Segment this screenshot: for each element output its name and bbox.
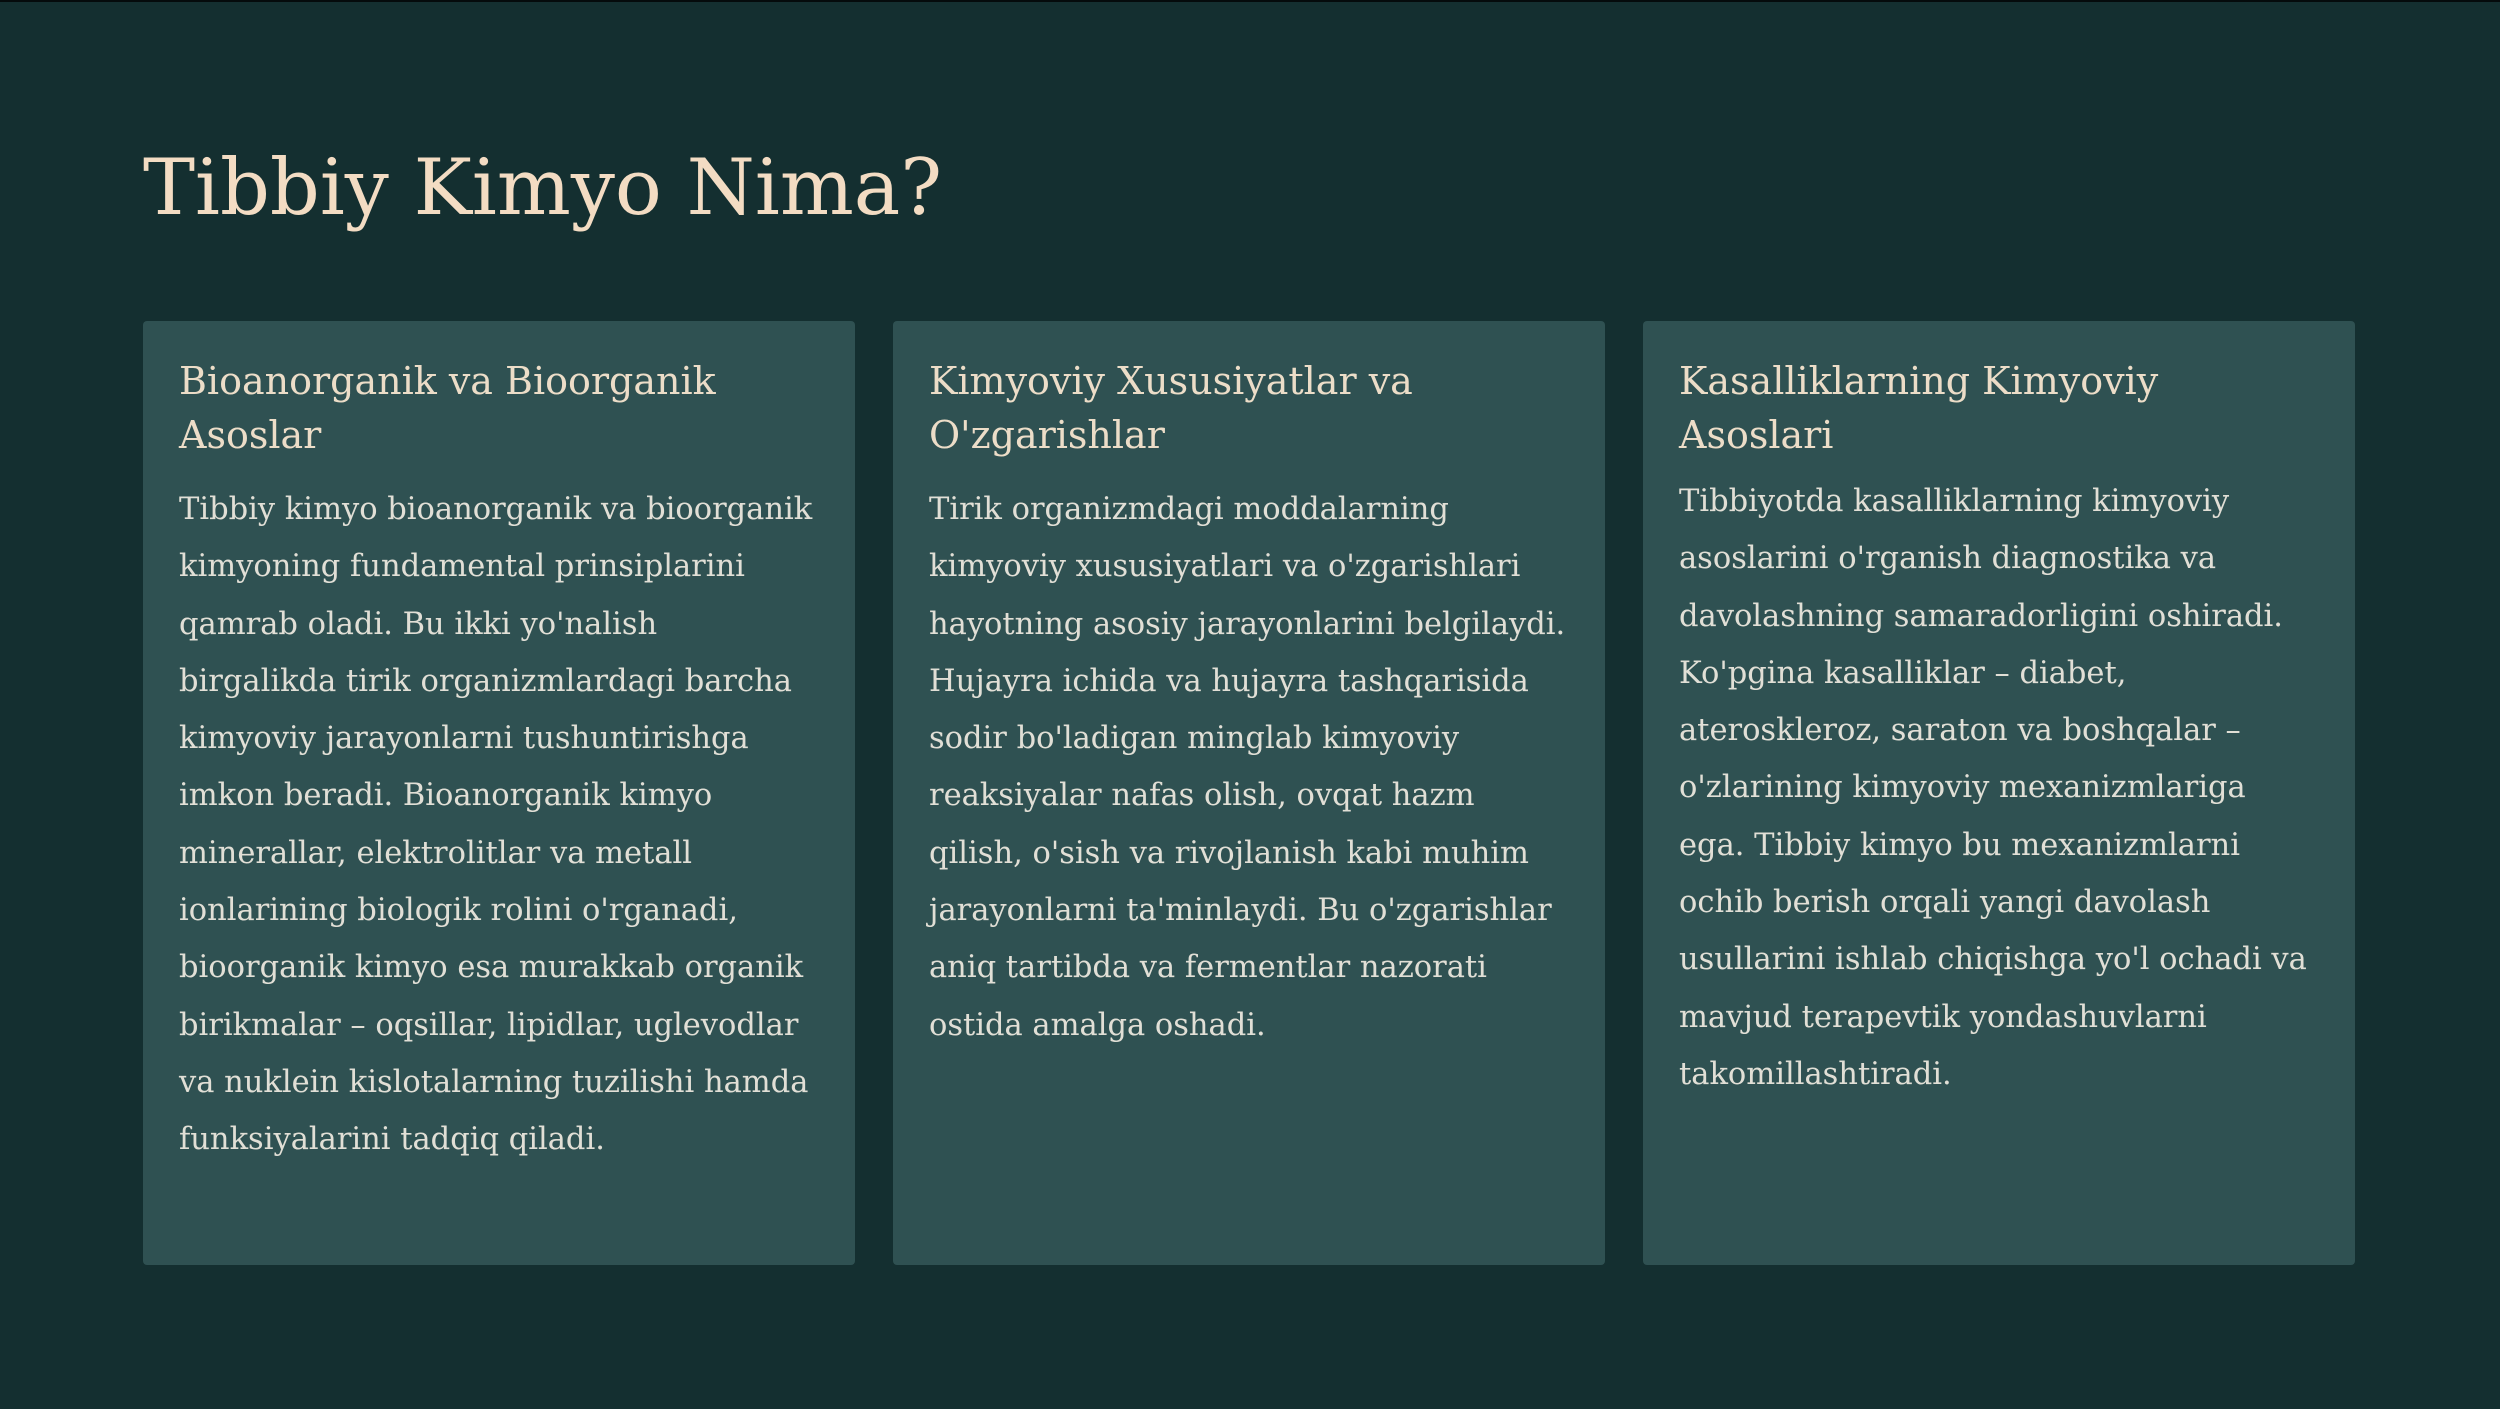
top-border-line [0, 0, 2500, 2]
card-bioanorganik [143, 321, 855, 1265]
card-kasalliklar [1643, 321, 2355, 1265]
slide-title: Tibbiy Kimyo Nima? [143, 143, 943, 233]
card-body-text: Tirik organizmdagi moddalarning kimyoviy xususiyatlari va o'zgarishlari hayotning asosiy jarayonlarini belgilaydi. Hujayra ichida va hujayra tashqarisida sodir bo'ladigan minglab kimyoviy reaksiyalar nafas olish, ovqat hazm qilish, o'sish va rivojlanish kabi muhim jarayonlarni ta'minlaydi. Bu o'zgarishlar aniq tartibda va fermentlar nazorati ostida amalga oshadi. [929, 492, 1566, 1043]
card-title: Bioanorganik va Bioorganik Asoslar [179, 359, 716, 457]
card-body-text: Tibbiyotda kasalliklarning kimyoviy asoslarini o'rganish diagnostika va davolashning samaradorligini oshiradi. Ko'pgina kasalliklar – diabet, ateroskleroz, saraton va boshqalar – o'zlarining kimyoviy mexanizmlariga ega. Tibbiy kimyo bu mexanizmlarni ochib berish orqali yangi davolash usullarini ishlab chiqishga yo'l ochadi va mavjud terapevtik yondashuvlarni takomillashtiradi. [1679, 484, 2307, 1092]
card-title: Kimyoviy Xususiyatlar va O'zgarishlar [929, 359, 1413, 457]
card-kimyoviy-xususiyatlar [893, 321, 1605, 1265]
card-body-text: Tibbiy kimyo bioanorganik va bioorganik kimyoning fundamental prinsiplarini qamrab oladi. Bu ikki yo'nalish birgalikda tirik organizmlardagi barcha kimyoviy jarayonlarni tushuntirishga imkon beradi. Bioanorganik kimyo minerallar, elektrolitlar va metall ionlarining biologik rolini o'rganadi, bioorganik kimyo esa murakkab organik birikmalar – oqsillar, lipidlar, uglevodlar va nuklein kislotalarning tuzilishi hamda funksiyalarini tadqiq qiladi. [179, 492, 813, 1158]
card-title: Kasalliklarning Kimyoviy Asoslari [1679, 359, 2159, 457]
